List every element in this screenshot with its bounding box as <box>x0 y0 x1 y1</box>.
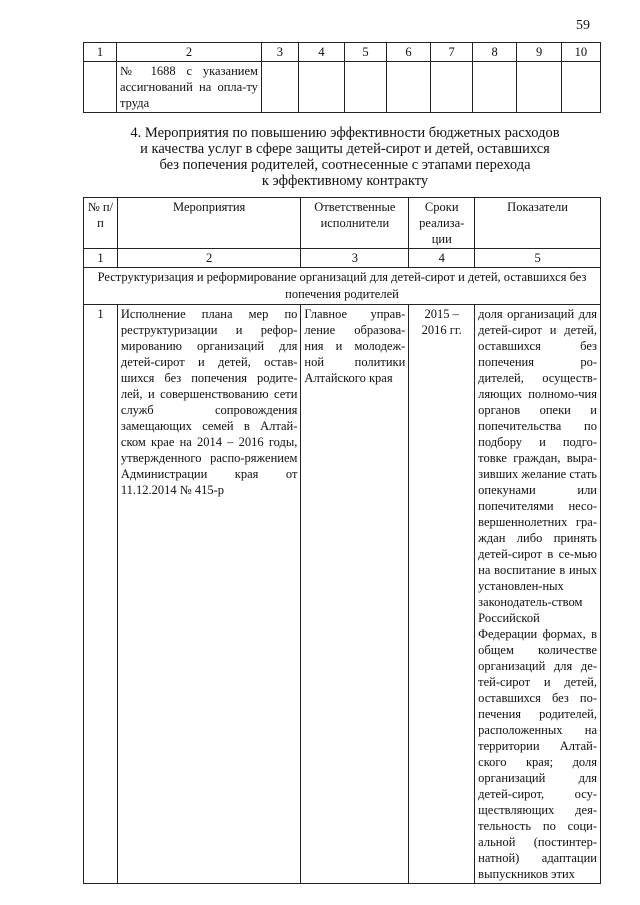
column-number: 8 <box>472 43 516 62</box>
page-number: 59 <box>576 18 590 33</box>
header-executors: Ответственные исполнители <box>301 198 409 249</box>
measures-table <box>83 197 601 884</box>
continuation-table <box>83 42 601 113</box>
executor-text: Главное управ-ление образова-ния и молодеж-ной политики Алтайского края <box>301 305 409 884</box>
column-number: 6 <box>386 43 430 62</box>
header-number: № п/п <box>84 198 118 249</box>
column-number: 10 <box>561 43 600 62</box>
header-measures: Мероприятия <box>117 198 301 249</box>
header-indicators: Показатели <box>475 198 601 249</box>
table-row <box>84 62 601 113</box>
indicators-text: доля организаций для детей-сирот и детей, оставшихся без попечения ро-дителей, осуществ-ляющих полномо-чия органов опеки и попечительства по подбору и подго-товке граждан, выра-зивших желание стать опекунами или попечителями несо-вершеннолетних гра-ждан либо принять детей-сирот в се-мью на воспитание в иных установлен-ных законодатель-ством Российской Федерации формах, в общем количестве организаций для де-тей-сирот и детей, оставшихся без по-печения родителей, расположенных на территории Алтай-ского края; доля организаций для детей-сирот, осу-ществляющих дея-тельность по соци-альной (постинтер-натной) адаптации выпускников этих <box>475 305 601 884</box>
column-number: 2 <box>117 249 301 268</box>
section-title-line: без попечения родителей, соотнесенные с этапами перехода <box>159 157 531 173</box>
column-number-row <box>84 249 601 268</box>
group-heading: Реструктуризация и реформирование организаций для детей-сирот и детей, оставшихся без попечения родителей <box>84 268 601 305</box>
section-title-line: 4. Мероприятия по повышению эффективности бюджетных расходов <box>130 125 560 141</box>
column-number: 4 <box>298 43 344 62</box>
table-row <box>84 305 601 884</box>
row-number: 1 <box>84 305 118 884</box>
column-number: 1 <box>84 249 118 268</box>
row-text: № 1688 с указанием ассигнований на опла-ту труда <box>117 62 262 113</box>
column-number: 4 <box>409 249 475 268</box>
header-period: Сроки реализа-ции <box>409 198 475 249</box>
section-title-line: к эффективному контракту <box>261 173 429 189</box>
section-title <box>90 125 600 189</box>
column-number: 1 <box>84 43 117 62</box>
header-row <box>84 198 601 249</box>
column-number-row <box>84 43 601 62</box>
column-number: 5 <box>345 43 387 62</box>
column-number: 2 <box>117 43 262 62</box>
column-number: 5 <box>475 249 601 268</box>
column-number: 7 <box>431 43 473 62</box>
section-title-line: и качества услуг в сфере защиты детей-сирот и детей, оставшихся <box>140 141 550 157</box>
group-heading-row <box>84 268 601 305</box>
period-text: 2015 – 2016 гг. <box>409 305 475 884</box>
measure-text: Исполнение плана мер по реструктуризации и рефор-мированию организаций для детей-сирот и детей, остав-шихся без попечения родите-лей, и совершенствованию сети служб сопровождения замещающих семей в Алтай-ском крае на 2014 – 2016 годы, утвержденного распо-ряжением Администрации края от 11.12.2014 № 415-р <box>117 305 301 884</box>
column-number: 9 <box>517 43 561 62</box>
column-number: 3 <box>301 249 409 268</box>
column-number: 3 <box>261 43 298 62</box>
